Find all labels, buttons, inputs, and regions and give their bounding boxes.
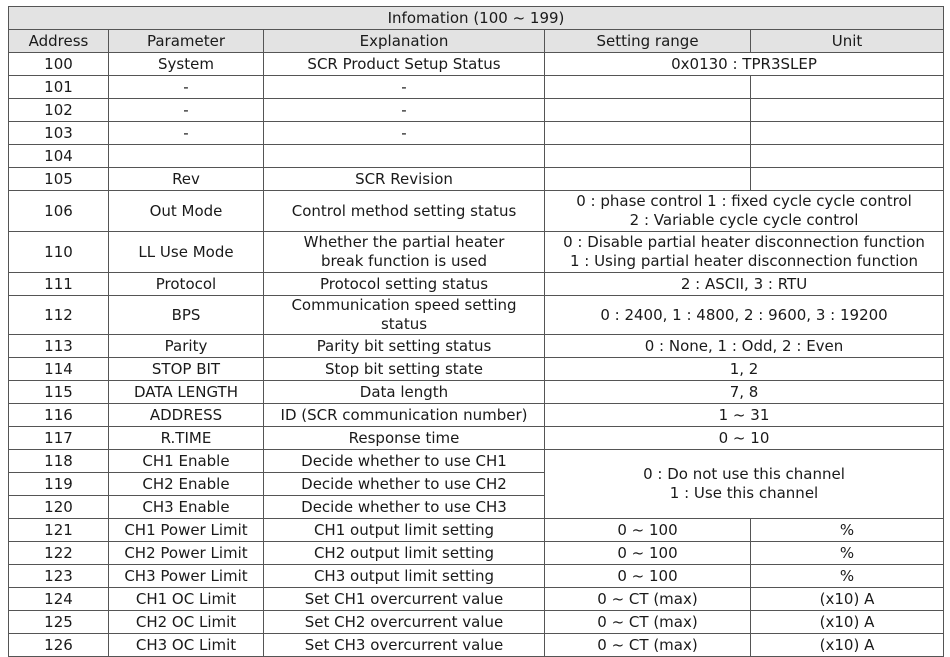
cell-parameter: STOP BIT — [109, 358, 264, 381]
cell-parameter: R.TIME — [109, 427, 264, 450]
table-row — [9, 296, 944, 335]
cell-unit: (x10) A — [751, 611, 944, 634]
cell-range — [545, 191, 944, 232]
cell-explanation: Response time — [264, 427, 545, 450]
cell-range — [545, 76, 751, 99]
cell-explanation: SCR Revision — [264, 168, 545, 191]
cell-range — [545, 168, 751, 191]
cell-parameter: Out Mode — [109, 191, 264, 232]
cell-range: 7, 8 — [545, 381, 944, 404]
header-unit: Unit — [751, 30, 944, 53]
table-row — [9, 122, 944, 145]
cell-parameter: System — [109, 53, 264, 76]
cell-parameter: CH1 Power Limit — [109, 519, 264, 542]
cell-range: 1 ~ 31 — [545, 404, 944, 427]
table-row — [9, 427, 944, 450]
cell-unit — [751, 76, 944, 99]
cell-explanation — [264, 232, 545, 273]
cell-parameter: Rev — [109, 168, 264, 191]
table-row — [9, 99, 944, 122]
table-row — [9, 588, 944, 611]
cell-address: 121 — [9, 519, 109, 542]
cell-explanation: Decide whether to use CH1 — [264, 450, 545, 473]
cell-address: 119 — [9, 473, 109, 496]
cell-parameter: Protocol — [109, 273, 264, 296]
range-line: 0 : Do not use this channel — [643, 465, 845, 483]
cell-explanation: Stop bit setting state — [264, 358, 545, 381]
table-row — [9, 381, 944, 404]
range-line: 1 : Use this channel — [669, 484, 819, 502]
cell-unit — [751, 168, 944, 191]
cell-explanation: SCR Product Setup Status — [264, 53, 545, 76]
cell-address: 123 — [9, 565, 109, 588]
cell-explanation: - — [264, 76, 545, 99]
table-row — [9, 634, 944, 657]
range-line: 0 : phase control 1 : fixed cycle cycle control — [576, 192, 912, 210]
cell-parameter: DATA LENGTH — [109, 381, 264, 404]
cell-range: 0 ~ 100 — [545, 519, 751, 542]
cell-explanation: Decide whether to use CH2 — [264, 473, 545, 496]
cell-explanation: Data length — [264, 381, 545, 404]
table-row — [9, 611, 944, 634]
cell-range: 0 ~ 100 — [545, 565, 751, 588]
cell-unit: % — [751, 542, 944, 565]
table-title-row — [9, 7, 944, 30]
cell-address: 120 — [9, 496, 109, 519]
table-row — [9, 450, 944, 473]
cell-explanation: Protocol setting status — [264, 273, 545, 296]
cell-parameter: CH3 Power Limit — [109, 565, 264, 588]
cell-range: 2 : ASCII, 3 : RTU — [545, 273, 944, 296]
cell-address: 102 — [9, 99, 109, 122]
cell-explanation: Set CH3 overcurrent value — [264, 634, 545, 657]
cell-range: 0 : None, 1 : Odd, 2 : Even — [545, 335, 944, 358]
table-row — [9, 53, 944, 76]
cell-address: 110 — [9, 232, 109, 273]
cell-unit: (x10) A — [751, 634, 944, 657]
cell-address: 100 — [9, 53, 109, 76]
cell-explanation: Control method setting status — [264, 191, 545, 232]
cell-explanation: CH3 output limit setting — [264, 565, 545, 588]
cell-range: 0 : 2400, 1 : 4800, 2 : 9600, 3 : 19200 — [545, 296, 944, 335]
explanation-line: Whether the partial heater — [303, 233, 505, 251]
cell-unit — [751, 145, 944, 168]
table-row — [9, 76, 944, 99]
table-row — [9, 565, 944, 588]
table-row — [9, 191, 944, 232]
cell-range: 0 ~ CT (max) — [545, 634, 751, 657]
cell-address: 113 — [9, 335, 109, 358]
cell-range: 0x0130 : TPR3SLEP — [545, 53, 944, 76]
cell-range — [545, 232, 944, 273]
cell-unit: % — [751, 519, 944, 542]
header-explanation: Explanation — [264, 30, 545, 53]
cell-address: 124 — [9, 588, 109, 611]
cell-parameter: CH1 OC Limit — [109, 588, 264, 611]
cell-unit — [751, 99, 944, 122]
cell-address: 115 — [9, 381, 109, 404]
cell-explanation: Set CH2 overcurrent value — [264, 611, 545, 634]
cell-explanation: Communication speed setting status — [264, 296, 545, 335]
cell-range — [545, 99, 751, 122]
table-row — [9, 232, 944, 273]
cell-address: 103 — [9, 122, 109, 145]
header-parameter: Parameter — [109, 30, 264, 53]
table-title: Infomation (100 ~ 199) — [9, 7, 944, 30]
info-table — [8, 6, 944, 657]
cell-parameter: CH2 Enable — [109, 473, 264, 496]
cell-parameter — [109, 145, 264, 168]
cell-address: 118 — [9, 450, 109, 473]
cell-address: 125 — [9, 611, 109, 634]
table-row — [9, 273, 944, 296]
explanation-line: break function is used — [320, 252, 488, 270]
cell-parameter: - — [109, 99, 264, 122]
cell-range: 0 ~ 100 — [545, 542, 751, 565]
table-row — [9, 519, 944, 542]
table-row — [9, 145, 944, 168]
cell-address: 101 — [9, 76, 109, 99]
table-row — [9, 404, 944, 427]
cell-parameter: Parity — [109, 335, 264, 358]
cell-explanation: Parity bit setting status — [264, 335, 545, 358]
cell-address: 126 — [9, 634, 109, 657]
cell-range: 0 ~ CT (max) — [545, 588, 751, 611]
cell-explanation: CH1 output limit setting — [264, 519, 545, 542]
cell-parameter: - — [109, 76, 264, 99]
cell-unit: % — [751, 565, 944, 588]
cell-parameter: LL Use Mode — [109, 232, 264, 273]
cell-address: 105 — [9, 168, 109, 191]
cell-address: 112 — [9, 296, 109, 335]
header-setting-range: Setting range — [545, 30, 751, 53]
header-row — [9, 30, 944, 53]
table-row — [9, 542, 944, 565]
cell-explanation: Set CH1 overcurrent value — [264, 588, 545, 611]
table-row — [9, 358, 944, 381]
cell-range — [545, 450, 944, 519]
cell-parameter: BPS — [109, 296, 264, 335]
cell-explanation — [264, 145, 545, 168]
cell-parameter: - — [109, 122, 264, 145]
range-line: 1 : Using partial heater disconnection function — [569, 252, 919, 270]
range-line: 2 : Variable cycle cycle control — [629, 211, 859, 229]
cell-explanation: ID (SCR communication number) — [264, 404, 545, 427]
cell-explanation: - — [264, 99, 545, 122]
cell-explanation: Decide whether to use CH3 — [264, 496, 545, 519]
cell-parameter: CH3 Enable — [109, 496, 264, 519]
cell-address: 104 — [9, 145, 109, 168]
table-row — [9, 335, 944, 358]
cell-address: 116 — [9, 404, 109, 427]
cell-parameter: CH3 OC Limit — [109, 634, 264, 657]
cell-range: 0 ~ 10 — [545, 427, 944, 450]
cell-range: 0 ~ CT (max) — [545, 611, 751, 634]
cell-range — [545, 122, 751, 145]
cell-range — [545, 145, 751, 168]
range-line: 0 : Disable partial heater disconnection function — [563, 233, 925, 251]
cell-parameter: CH1 Enable — [109, 450, 264, 473]
cell-range: 1, 2 — [545, 358, 944, 381]
cell-unit: (x10) A — [751, 588, 944, 611]
cell-parameter: ADDRESS — [109, 404, 264, 427]
cell-unit — [751, 122, 944, 145]
cell-address: 106 — [9, 191, 109, 232]
cell-parameter: CH2 OC Limit — [109, 611, 264, 634]
cell-address: 111 — [9, 273, 109, 296]
cell-explanation: - — [264, 122, 545, 145]
table-row — [9, 168, 944, 191]
cell-address: 122 — [9, 542, 109, 565]
cell-address: 114 — [9, 358, 109, 381]
cell-parameter: CH2 Power Limit — [109, 542, 264, 565]
cell-address: 117 — [9, 427, 109, 450]
header-address: Address — [9, 30, 109, 53]
cell-explanation: CH2 output limit setting — [264, 542, 545, 565]
